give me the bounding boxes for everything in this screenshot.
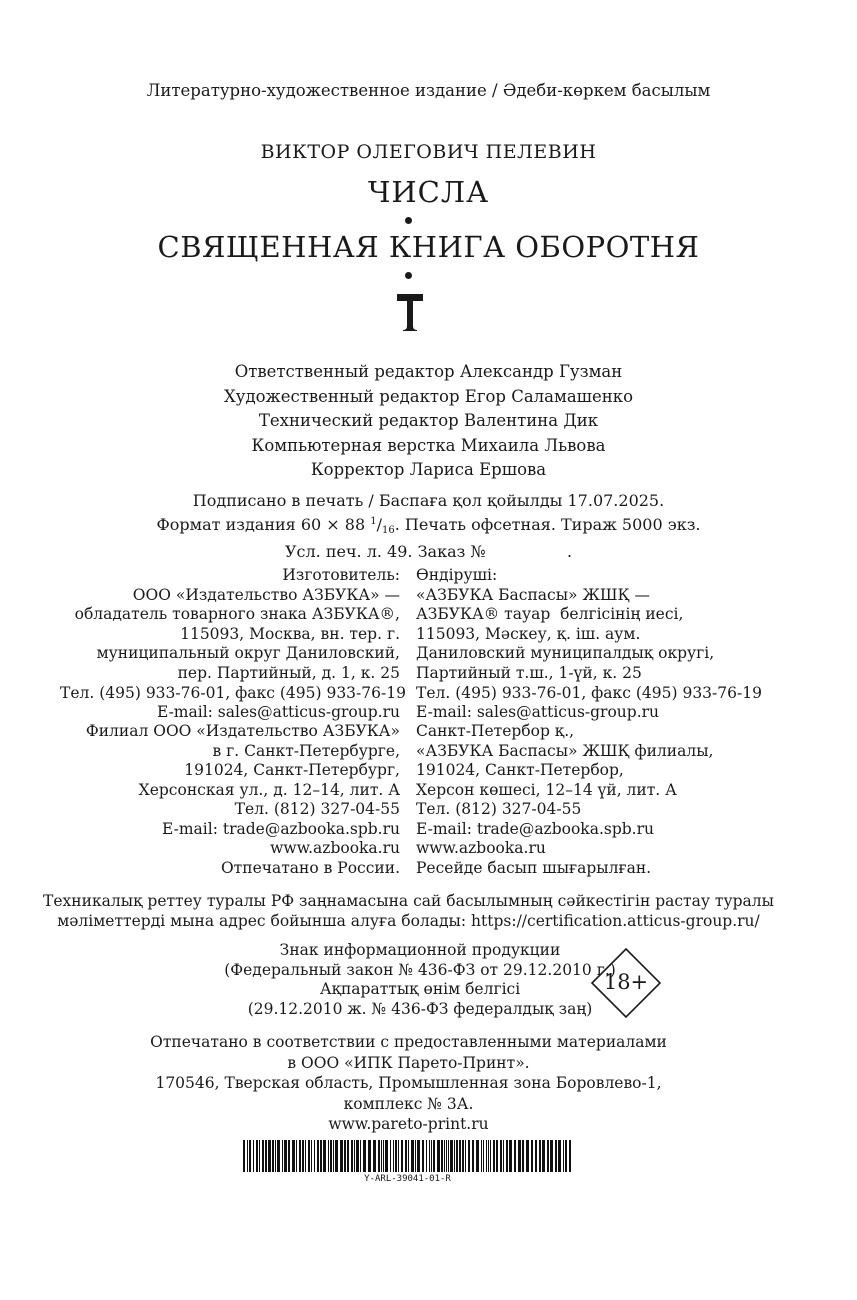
website-link[interactable]: www.azbooka.ru: [270, 839, 400, 857]
printer-line: 170546, Тверская область, Промышленная зона Боровлево-1,: [155, 1074, 662, 1092]
website-link[interactable]: www.azbooka.ru: [416, 839, 546, 857]
staff-line: Художественный редактор Егор Саламашенко: [223, 386, 634, 406]
barcode-icon: [243, 1140, 573, 1172]
branch-ru-line: 191024, Санкт-Петербург,: [184, 761, 400, 780]
printer-line: в ООО «ИПК Парето-Принт».: [287, 1053, 530, 1072]
staff-line: Ответственный редактор Александр Гузман: [234, 362, 623, 381]
separator-dot: [405, 217, 412, 224]
manufacturer-kz-line: Партийный т.ш., 1-үй, к. 25: [416, 663, 642, 682]
order-line: Усл. печ. л. 49. Заказ № .: [284, 542, 573, 561]
branch-kz-line: Тел. (812) 327-04-55: [416, 800, 582, 819]
branch-kz-line: 191024, Санкт-Петербор,: [416, 761, 624, 780]
age-line: (29.12.2010 ж. № 436-ФЗ федералдық заң): [247, 999, 593, 1018]
format-denominator: 16: [382, 525, 395, 536]
branch-ru-line: E-mail: trade@azbooka.spb.ru: [162, 819, 400, 838]
book-title-2: СВЯЩЕННАЯ КНИГА ОБОРОТНЯ: [157, 230, 700, 264]
age-line: Ақпараттық өнім белгісі: [319, 980, 521, 999]
age-line: Знак информационной продукции: [279, 941, 561, 959]
branch-ru: [60, 722, 400, 840]
branch-ru-line: Херсонская ул., д. 12–14, лит. А: [138, 780, 400, 799]
certification-line: мәліметтерді мына адрес бойынша алуға болады: https://certification.atticus-group.ru/: [57, 912, 760, 930]
printer-info: [0, 1032, 817, 1135]
printed-in-russia-kz: Ресейде басып шығарылған.: [416, 858, 652, 877]
azbuka-t-logo-icon: [396, 292, 424, 332]
staff-line: Корректор Лариса Ершова: [310, 460, 547, 479]
manufacturer-ru-line: 115093, Москва, вн. тер. г.: [180, 624, 400, 643]
manufacturer-kz-line: Даниловский муниципалдық округі,: [416, 644, 715, 663]
printer-line: комплекс № 3А.: [343, 1094, 474, 1113]
footer-kz: [416, 839, 756, 878]
manufacturer-ru-line: Тел. (495) 933-76-01, факс (495) 933-76-19: [60, 683, 406, 702]
manufacturer-ru-line: Изготовитель:: [282, 566, 400, 584]
genre-line: Литературно-художественное издание / Әдеби-көркем басылым: [146, 81, 711, 100]
age-line: (Федеральный закон № 436-ФЗ от 29.12.2010 г.): [224, 960, 616, 979]
branch-ru-line: Филиал ООО «Издательство АЗБУКА»: [85, 722, 400, 740]
certification-line: Техникалық реттеу туралы РФ заңнамасына сай басылымның сәйкестігін растау туралы: [43, 892, 774, 910]
print-info: [0, 490, 857, 562]
format-prefix: Формат издания 60 × 88: [156, 515, 371, 534]
manufacturer-ru: [60, 566, 406, 723]
age-rating-text: [200, 941, 640, 1019]
age-badge-label: 18+: [603, 970, 649, 994]
branch-ru-line: Тел. (812) 327-04-55: [234, 800, 400, 819]
branch-ru-line: в г. Санкт-Петербурге,: [212, 741, 400, 760]
staff-line: Компьютерная верстка Михаила Львова: [251, 435, 606, 455]
manufacturer-ru-line: пер. Партийный, д. 1, к. 25: [177, 663, 400, 682]
certification-note: [0, 891, 817, 931]
manufacturer-kz-line: Өндіруші:: [416, 566, 498, 584]
printer-line: Отпечатано в соответствии с предоставленными материалами: [150, 1033, 667, 1051]
manufacturer-ru-line: E-mail: sales@atticus-group.ru: [156, 703, 400, 722]
branch-kz: [416, 722, 756, 840]
branch-kz-line: Санкт-Петербор қ.,: [416, 722, 575, 740]
format-numerator: 1: [370, 516, 377, 527]
manufacturer-kz-line: 115093, Мәскеу, қ. іш. аум.: [416, 624, 641, 643]
format-suffix: . Печать офсетная. Тираж 5000 экз.: [394, 515, 701, 534]
footer-ru: [60, 839, 400, 878]
manufacturer-ru-line: ООО «Издательство АЗБУКА» —: [132, 585, 400, 604]
branch-kz-line: Херсон көшесі, 12–14 үй, лит. А: [416, 780, 677, 799]
format-slash: /: [376, 515, 382, 534]
manufacturer-kz-line: E-mail: sales@atticus-group.ru: [416, 703, 660, 722]
manufacturer-kz-line: Тел. (495) 933-76-01, факс (495) 933-76-19: [416, 683, 762, 702]
staff-line: Технический редактор Валентина Дик: [258, 411, 599, 430]
book-title-1: ЧИСЛА: [367, 175, 490, 209]
printed-in-russia: Отпечатано в России.: [220, 858, 400, 877]
age-badge: [590, 947, 662, 1019]
author-name: ВИКТОР ОЛЕГОВИЧ ПЕЛЕВИН: [260, 141, 597, 163]
barcode-code: Y-ARL-39041-01-R: [364, 1174, 451, 1184]
format-line: [0, 511, 857, 541]
manufacturer-ru-line: обладатель товарного знака АЗБУКА®,: [74, 605, 400, 624]
manufacturer-ru-line: муниципальный округ Даниловский,: [96, 644, 400, 663]
printer-website[interactable]: www.pareto-print.ru: [328, 1115, 489, 1133]
staff-credits: [0, 360, 857, 483]
signed-line: Подписано в печать / Баспаға қол қойылды 17.07.2025.: [192, 491, 665, 510]
branch-kz-line: «АЗБУКА Баспасы» ЖШҚ филиалы,: [416, 741, 714, 760]
branch-kz-line: E-mail: trade@azbooka.spb.ru: [416, 819, 654, 838]
manufacturer-kz-line: АЗБУКА® тауар белгісінің иесі,: [416, 605, 684, 624]
manufacturer-kz-line: «АЗБУКА Баспасы» ЖШҚ —: [416, 585, 650, 604]
manufacturer-kz: [416, 566, 762, 723]
separator-dot: [405, 272, 412, 279]
